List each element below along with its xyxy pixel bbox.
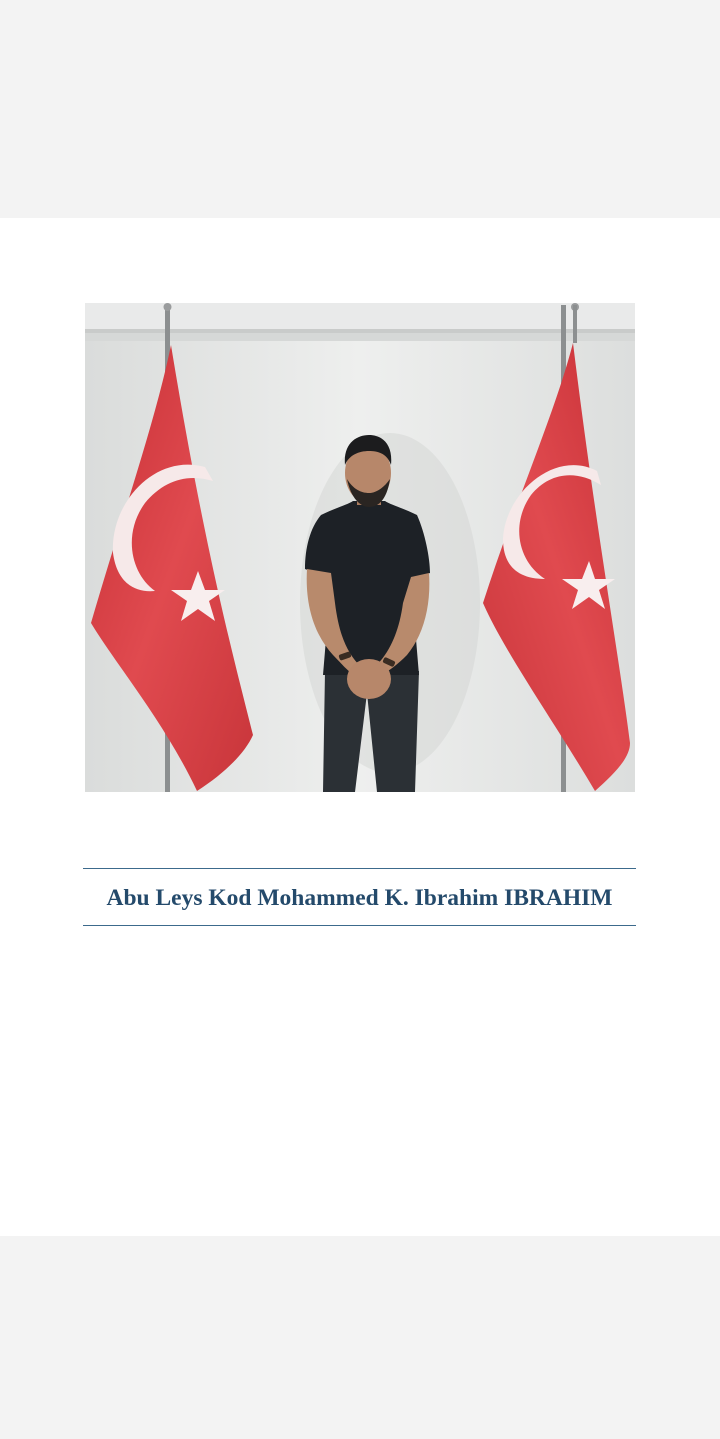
photo-caption: Abu Leys Kod Mohammed K. Ibrahim IBRAHIM xyxy=(106,885,613,911)
bottom-band xyxy=(0,1236,720,1439)
article-card xyxy=(0,218,720,1236)
top-band xyxy=(0,0,720,218)
caption-bottom-rule xyxy=(83,925,636,926)
news-photo[interactable] xyxy=(85,303,635,792)
caption-top-rule xyxy=(83,868,636,869)
